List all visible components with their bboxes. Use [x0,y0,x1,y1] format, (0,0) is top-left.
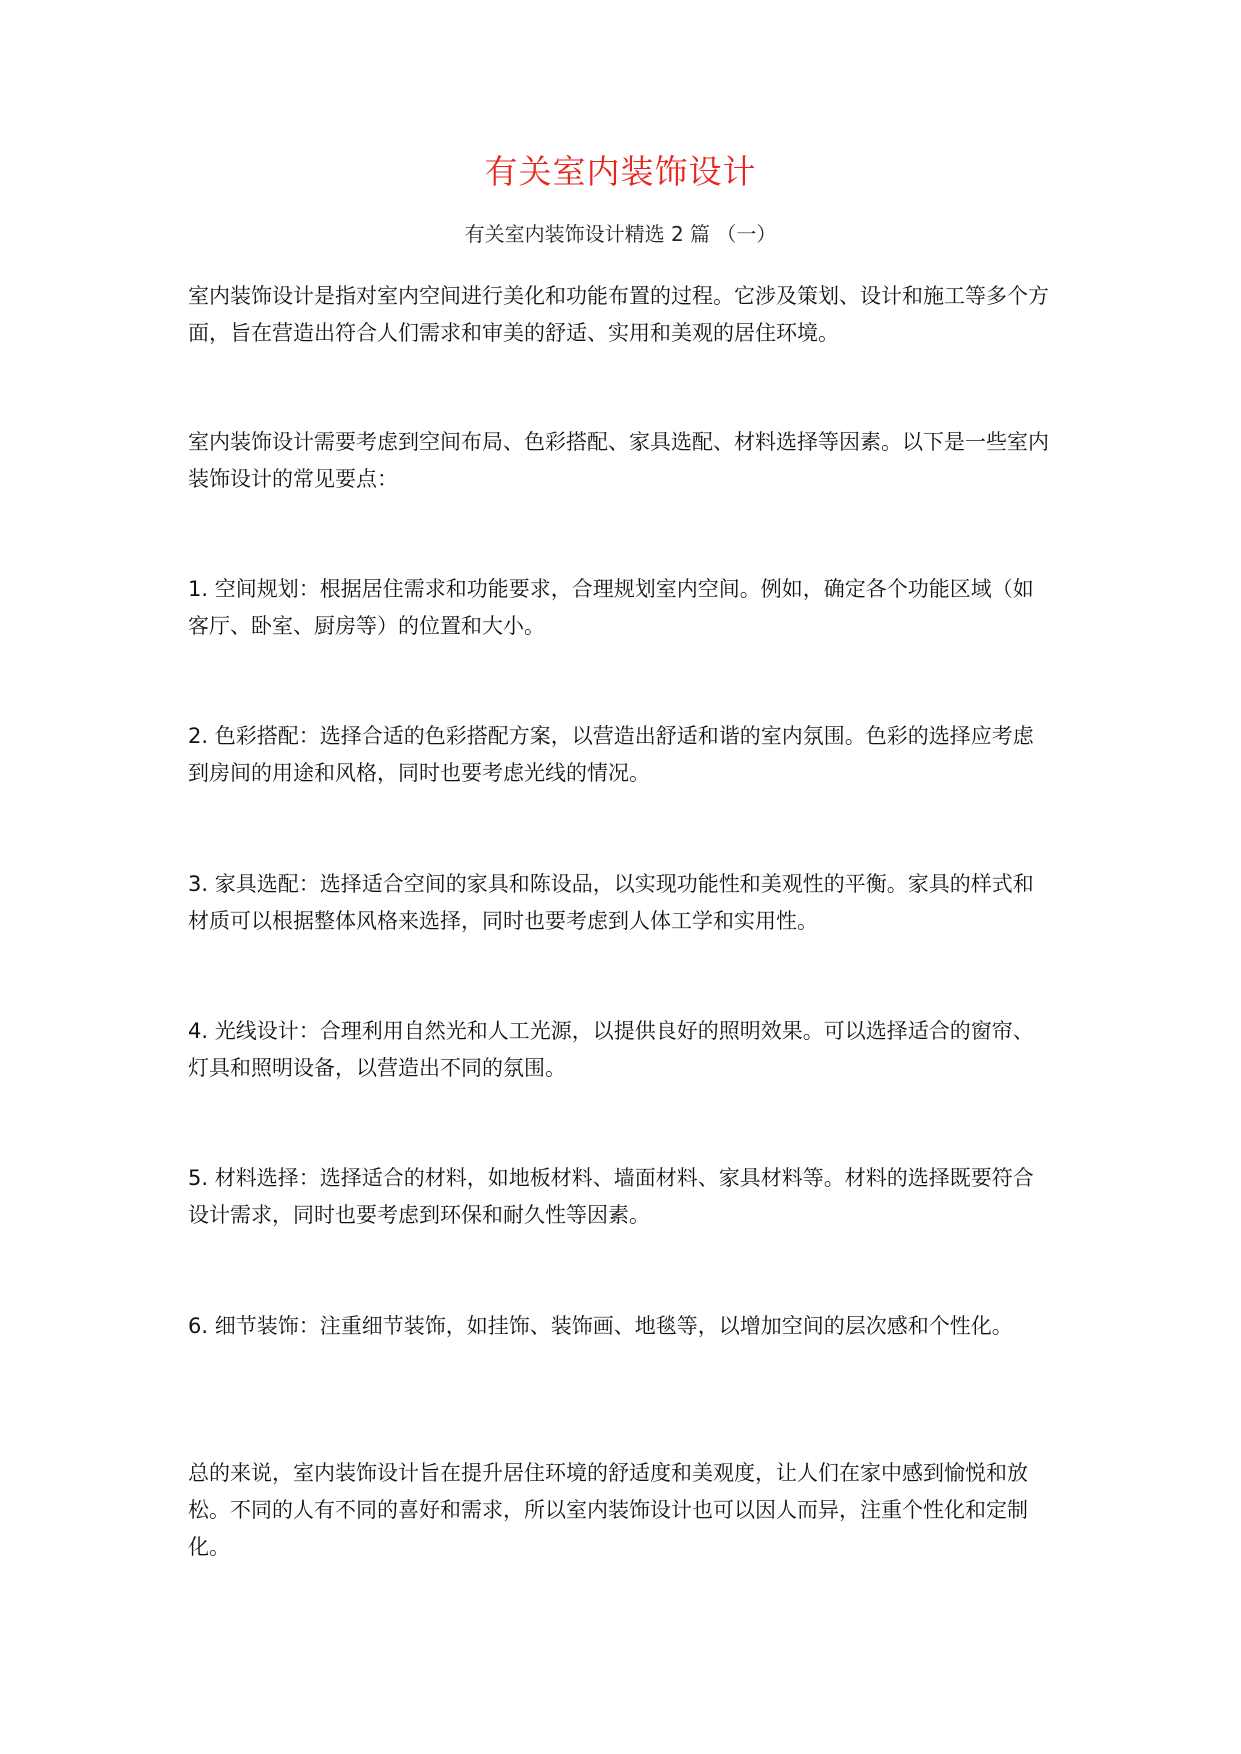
paragraph-point-6: 6. 细节装饰：注重细节装饰，如挂饰、装饰画、地毯等，以增加空间的层次感和个性化。 [188,1314,1013,1338]
paragraph-conclusion: 总的来说，室内装饰设计旨在提升居住环境的舒适度和美观度，让人们在家中感到愉悦和放松。不同的人有不同的喜好和需求，所以室内装饰设计也可以因人而异，注重个性化和定制化。 [188,1461,1028,1559]
paragraph-point-4: 4. 光线设计：合理利用自然光和人工光源，以提供良好的照明效果。可以选择适合的窗帘、灯具和照明设备，以营造出不同的氛围。 [188,1019,1034,1080]
paragraph-point-3: 3. 家具选配：选择适合空间的家具和陈设品，以实现功能性和美观性的平衡。家具的样式和材质可以根据整体风格来选择，同时也要考虑到人体工学和实用性。 [188,872,1034,933]
paragraph-point-5: 5. 材料选择：选择适合的材料，如地板材料、墙面材料、家具材料等。材料的选择既要符合设计需求，同时也要考虑到环保和耐久性等因素。 [188,1166,1034,1227]
document-title: 有关室内装饰设计 [484,152,757,191]
paragraph-point-2: 2. 色彩搭配：选择合适的色彩搭配方案，以营造出舒适和谐的室内氛围。色彩的选择应考虑到房间的用途和风格，同时也要考虑光线的情况。 [188,724,1034,785]
paragraph-factors: 室内装饰设计需要考虑到空间布局、色彩搭配、家具选配、材料选择等因素。以下是一些室内装饰设计的常见要点： [188,430,1049,491]
document-subtitle: 有关室内装饰设计精选 2 篇 （一） [464,222,777,246]
paragraph-point-1: 1. 空间规划：根据居住需求和功能要求，合理规划室内空间。例如，确定各个功能区域（如客厅、卧室、厨房等）的位置和大小。 [188,577,1034,638]
paragraph-intro: 室内装饰设计是指对室内空间进行美化和功能布置的过程。它涉及策划、设计和施工等多个方面，旨在营造出符合人们需求和审美的舒适、实用和美观的居住环境。 [188,284,1049,345]
